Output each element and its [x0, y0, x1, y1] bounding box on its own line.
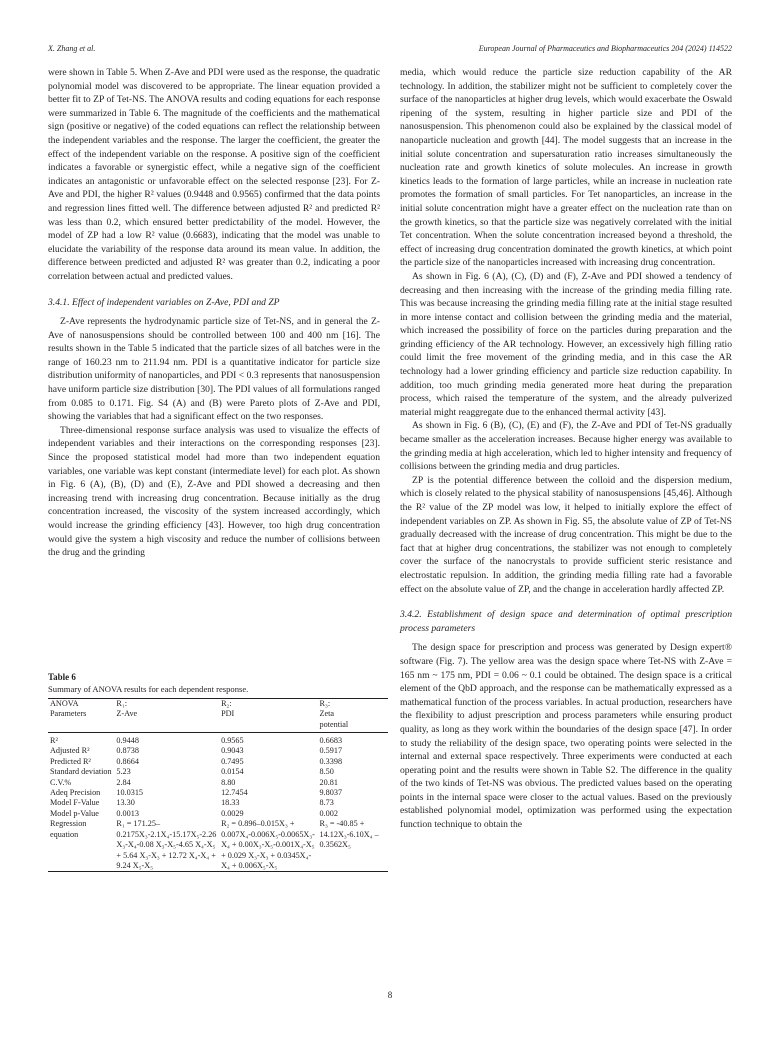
- table-cell: 0.6683: [319, 736, 343, 746]
- table-cell: 0.8664: [116, 756, 139, 766]
- table-cell: 0.7495: [221, 756, 244, 766]
- table-header-cell: Z-Ave: [116, 709, 138, 719]
- table-cell: 0.3398: [319, 756, 343, 766]
- body-paragraph: ZP is the potential difference between the colloid and the dispersion medium, which is closely related to the physical stability of nanosuspensions [45,46]. Although the R² value of the ZP model was low, it helped to initially explore the effect of independent variables on ZP. As shown in Fig. S5, the absolute value of ZP of Tet-NS gradually decreased with the increase of drug concentration. This might be due to the fact that at higher drug concentrations, the stabilizer was not enough to completely cover the surface of the nanocrystals to provide sufficient steric resistance and electrostatic repulsion. In addition, the grinding media filling rate had a favorable effect on the absolute value of ZP, and the change in acceleration hardly affected ZP.: [400, 474, 732, 595]
- table-cell: R²: [50, 736, 58, 746]
- table-cell: Adjusted R²: [50, 746, 90, 756]
- table-row: [48, 767, 388, 777]
- table-cell: 0.0154: [221, 767, 244, 777]
- anova-table: [48, 698, 388, 873]
- table-header-cell: R₃:: [318, 698, 388, 709]
- body-paragraph: As shown in Fig. 6 (B), (C), (E) and (F), the Z-Ave and PDI of Tet-NS gradually became smaller as the acceleration increases. Because higher energy was available to the grinding media at high acceleration, which led to higher intensity and frequency of collisions between the grinding media and drug particles.: [400, 420, 732, 473]
- left-column: [48, 66, 380, 560]
- table-header-cell: potential: [318, 720, 388, 733]
- table-cell: 20.81: [319, 777, 338, 787]
- table-header-cell: [219, 720, 317, 733]
- table-cell: Model p-Value: [50, 808, 99, 818]
- table-cell: 0.5917: [319, 746, 343, 756]
- table-title: Table 6: [48, 672, 76, 682]
- running-header-journal: European Journal of Pharmaceutics and Biopharmaceutics 204 (2024) 114522: [478, 44, 732, 53]
- table-header-cell: R₁:: [114, 698, 219, 709]
- table-cell: 18.33: [221, 798, 240, 808]
- section-heading: 3.4.1. Effect of independent variables on Z-Ave, PDI and ZP: [48, 296, 280, 308]
- table-row: [48, 778, 388, 788]
- table-cell: R₂ = 0.896–0.015X₃ + 0.007X₄-0.006X₅-0.0065X₃-X₄ + 0.00X₃-X₅-0.001X₄-X₅ + 0.029 X₃-X₃ + 0.0345X₄-X₄ + 0.006X₅-X₅: [219, 819, 317, 872]
- table-cell: 0.8738: [116, 746, 139, 756]
- table-header-row: [48, 720, 388, 733]
- table-cell: 13.30: [116, 798, 135, 808]
- table-cell: 0.9043: [221, 746, 244, 756]
- table-header-cell: ANOVA: [48, 698, 114, 709]
- table-cell: 2.84: [116, 777, 131, 787]
- table-row: [48, 733, 388, 747]
- table-row: [48, 746, 388, 756]
- table-cell: R₃ = -40.85 + 14.12X₃-6.10X₄ –0.3562X₅: [318, 819, 388, 872]
- table-cell: 0.0029: [221, 808, 244, 818]
- table-cell: C.V.%: [50, 777, 72, 787]
- body-paragraph: Three-dimensional response surface analysis was used to visualize the effects of independent variables and their interactions on the corresponding responses [23]. Since the proposed statistical model had more than two independent equation variables, one variable was kept constant (intermediate level) for each plot. As shown in Fig. 6 (A), (B), (D) and (E), Z-Ave and PDI showed a decreasing and then increasing trend with increasing drug concentration. Because initially as the drug concentration increased, the viscosity of the system increased accordingly, which would increase the grinding efficiency [43]. However, too high drug concentration would give the system a high viscosity and reduce the number of collisions between the drug and the grinding: [48, 424, 380, 559]
- table-cell: Regression equation: [48, 819, 114, 872]
- table-cell: 8.80: [221, 777, 236, 787]
- table-cell: Adeq Precision: [50, 788, 101, 798]
- table-header-cell: Parameters: [50, 709, 87, 719]
- table-row: [48, 757, 388, 767]
- table-header-cell: Zeta: [319, 709, 335, 719]
- table-cell: 0.9565: [221, 736, 244, 746]
- body-paragraph: As shown in Fig. 6 (A), (C), (D) and (F), Z-Ave and PDI showed a tendency of decreasing and then increasing with the increase of the grinding media filling rate. This was because increasing the grinding media filling rate at the initial stage resulted in more intense contact and collision between the grinding media and the material, which increased the possibility of force on the particles during preparation and the grinding efficiency of the AR technology. However, an excessively high filling ratio could limit the free movement of the grinding media, and in this case the AR technology had a lower grinding efficiency and particle size reduction capability. In addition, too much grinding media generated more heat during the preparation process, which raised the temperature of the system, and the already pulverized material might reaggregate due to the enhanced thermal activity [43].: [400, 270, 732, 418]
- table-cell: 0.002: [319, 808, 338, 818]
- page-number: 8: [387, 990, 393, 1000]
- table-row: [48, 819, 388, 872]
- table-cell: 12.7454: [221, 788, 248, 798]
- table-row: [48, 798, 388, 808]
- section-heading: 3.4.2. Establishment of design space and determination of optimal prescription process parameters: [400, 609, 732, 634]
- table-row: [48, 788, 388, 798]
- table-header-cell: [114, 720, 219, 733]
- body-paragraph: Z-Ave represents the hydrodynamic particle size of Tet-NS, and in general the Z-Ave of nanosuspensions should be controlled between 100 and 400 nm [16]. The results shown in the Table 5 indicated that the particle sizes of all batches were in the range of 160.23 nm to 211.94 nm. PDI is a quantitative indicator for particle size distribution uniformity of nanoparticles, and PDI < 0.3 represents that nanosuspension have uniform particle size distribution [30]. The PDI values of all formulations ranged from 0.085 to 0.171. Fig. S4 (A) and (B) were Pareto plots of Z-Ave and PDI, showing the variables that had a significant effect on the two responses.: [48, 316, 380, 423]
- table-cell: 5.23: [116, 767, 131, 777]
- table-cell: Model F-Value: [50, 798, 100, 808]
- anova-table-block: [48, 672, 388, 872]
- table-cell: 0.0013: [116, 808, 139, 818]
- body-paragraph: were shown in Table 5. When Z-Ave and PDI were used as the response, the quadratic polynomial model was discovered to be appropriate. The linear equation provided a better fit to ZP of Tet-NS. The ANOVA results and coding equations for each response were summarized in Table 6. The magnitude of the coefficients and the mathematical sign (positive or negative) of the coded equations can reflect the relationship between the independent variables and the response. The larger the coefficient, the greater the effect of the independent variable on the response. A positive sign of the coefficient indicates a favorable or synergistic effect, while a negative sign of the coefficient indicates an antagonistic or unfavorable effect on the selected response [23]. For Z-Ave and PDI, the higher R² values (0.9448 and 0.9565) confirmed that the data points and regression lines fitted well. The difference between adjusted R² and predicted R² was less than 0.2, which ensured better predictability of the model. However, the model of ZP had a low R² value (0.6683), indicating that the model was unable to elucidate the variability of the response data around its mean value. In addition, the difference between predicted and adjusted R² was greater than 0.2, indicating a poor correlation between actual and predicted values.: [48, 67, 380, 282]
- table-cell: 10.0315: [116, 788, 144, 798]
- running-header-authors: X. Zhang et al.: [48, 44, 96, 53]
- right-column: [400, 66, 732, 832]
- table-cell: 8.73: [319, 798, 334, 808]
- table-cell: Standard deviation: [50, 767, 112, 777]
- table-header-cell: [48, 720, 114, 733]
- table-row: [48, 809, 388, 819]
- table-caption: Summary of ANOVA results for each dependent response.: [48, 684, 249, 695]
- table-header-cell: PDI: [221, 709, 235, 719]
- table-header-row: [48, 709, 388, 719]
- table-header-row: [48, 698, 388, 709]
- body-paragraph: The design space for prescription and process was generated by Design expert® software (Fig. 7). The yellow area was the design space where Tet-NS with Z-Ave = 165 nm ~ 175 nm, PDI = 0.06 ~ 0.1 could be obtained. The design space is a critical element of the QbD approach, and the response can be mathematically expressed as a mathematical function of the process variables. In actual production, researchers have the flexibility to adjust prescription and process parameters while ensuring product quality, as long as they work within the boundaries of the design space [47]. In order to study the reliability of the design space, two operating points were selected in the internal and external space respectively. Three experiments were conducted at each operating point and the results were shown in Table S2. The difference in the quality of the two kinds of Tet-NS was obvious. The predicted values based on the operating points in the internal space were closer to the actual values. Based on the previously established polynomial model, optimization was performed using the expectation function technique to obtain the: [400, 642, 732, 831]
- table-cell: 8.50: [319, 767, 334, 777]
- table-cell: Predicted R²: [50, 756, 91, 766]
- body-paragraph: media, which would reduce the particle size reduction capability of the AR technology. In addition, the stabilizer might not be sufficient to completely cover the surface of the nanoparticles at higher drug levels, which would exacerbate the Oswald ripening of the system, resulting in higher particle size and PDI of the nanosuspension. This phenomenon could also be explained by the classical model of nanoparticle nucleation and growth [44]. The model suggests that an increase in the initial solute concentration and supersaturation ratio increases simultaneously the nucleation rate and growth kinetics of solute molecules. An increase in growth kinetics leads to the formation of large particles, while an increase in nucleation rate promotes the formation of small particles. For Tet nanoparticles, an increase in the initial solute concentration might have a greater effect on the nucleation rate than on the growth kinetics, so that the particle size was negatively correlated with the initial Tet concentration. When the solute concentration increased beyond a threshold, the effect of increasing drug concentration dominated the growth kinetics, at which point the particle size of the nanoparticles increased with increasing drug concentration.: [400, 67, 732, 269]
- table-cell: 0.9448: [116, 736, 139, 746]
- table-cell: R₁ = 171.25–0.2175X₃-2.1X₄-15.17X₅-2.26 X₃-X₄-0.08 X₃-X₅-4.65 X₄-X₅ + 5.64 X₃-X₃ + 12.72 X₄-X₄ + 9.24 X₅-X₅: [114, 819, 219, 872]
- table-header-cell: R₂:: [219, 698, 317, 709]
- table-cell: 9.8037: [319, 788, 343, 798]
